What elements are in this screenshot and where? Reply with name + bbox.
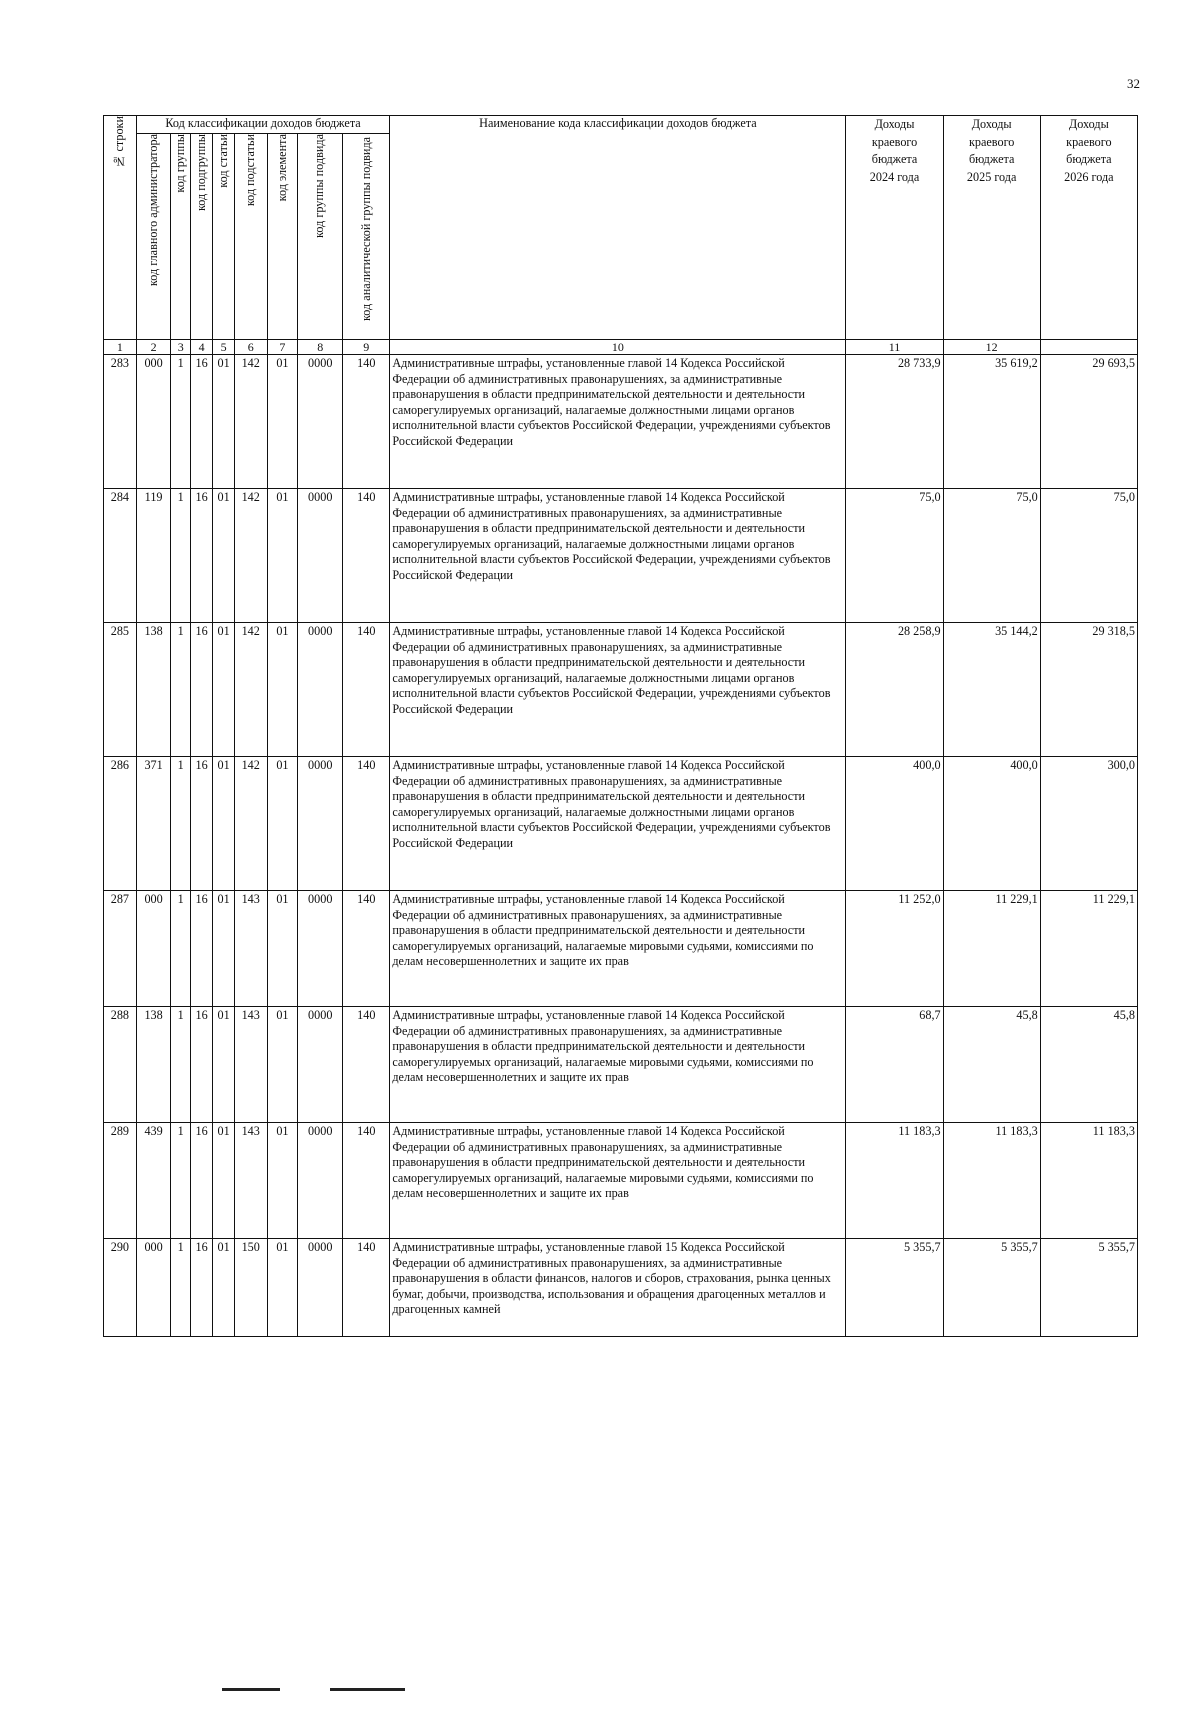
analytic-group-code-cell: 140 [343, 1123, 390, 1239]
column-number: 11 [846, 340, 943, 355]
description-cell: Административные штрафы, установленные главой 14 Кодекса Российской Федерации об административных правонарушениях, за административные правонарушения в области предпринимательской деятельности и деятельности саморегулируемых организаций, налагаемые должностными лицами органов исполнительной власти субъектов Российской Федерации, учреждениями субъектов Российской Федерации [390, 355, 846, 489]
header-name: Наименование кода классификации доходов бюджета [390, 116, 846, 340]
row-number-cell: 286 [104, 757, 137, 891]
column-number: 5 [213, 340, 234, 355]
header-code-group-col: код группы [171, 134, 190, 340]
analytic-group-code-cell: 140 [343, 1239, 390, 1337]
subtype-group-code-cell: 0000 [298, 891, 343, 1007]
subgroup-code-cell: 16 [190, 355, 212, 489]
header-income-2026: Доходы краевого бюджета 2026 года [1040, 116, 1137, 340]
row-number-cell: 287 [104, 891, 137, 1007]
header-code-admin: код главного администратора [136, 134, 171, 340]
element-code-cell: 01 [267, 489, 298, 623]
subtype-group-code-cell: 0000 [298, 489, 343, 623]
element-code-cell: 01 [267, 1123, 298, 1239]
subarticle-code-cell: 142 [234, 489, 267, 623]
column-number: 12 [943, 340, 1040, 355]
income-2026-cell: 5 355,7 [1040, 1239, 1137, 1337]
subgroup-code-cell: 16 [190, 891, 212, 1007]
article-code-cell: 01 [213, 1239, 234, 1337]
analytic-group-code-cell: 140 [343, 757, 390, 891]
column-numbers-row [104, 340, 1138, 355]
subtype-group-code-cell: 0000 [298, 757, 343, 891]
description-cell: Административные штрафы, установленные главой 14 Кодекса Российской Федерации об административных правонарушениях, за административные правонарушения в области предпринимательской деятельности и деятельности саморегулируемых организаций, налагаемые должностными лицами органов исполнительной власти субъектов Российской Федерации, учреждениями субъектов Российской Федерации [390, 623, 846, 757]
element-code-cell: 01 [267, 1239, 298, 1337]
group-code-cell: 1 [171, 1007, 190, 1123]
group-code-cell: 1 [171, 757, 190, 891]
table-row [104, 623, 1138, 757]
description-cell: Административные штрафы, установленные главой 14 Кодекса Российской Федерации об административных правонарушениях, за административные правонарушения в области предпринимательской деятельности и деятельности саморегулируемых организаций, налагаемые должностными лицами органов исполнительной власти субъектов Российской Федерации, учреждениями субъектов Российской Федерации [390, 757, 846, 891]
article-code-cell: 01 [213, 1123, 234, 1239]
admin-code-cell: 000 [136, 891, 171, 1007]
subarticle-code-cell: 142 [234, 757, 267, 891]
element-code-cell: 01 [267, 757, 298, 891]
row-number-cell: 288 [104, 1007, 137, 1123]
income-2026-cell: 75,0 [1040, 489, 1137, 623]
table-row [104, 757, 1138, 891]
subarticle-code-cell: 143 [234, 891, 267, 1007]
column-number: 1 [104, 340, 137, 355]
subarticle-code-cell: 143 [234, 1007, 267, 1123]
row-number-cell: 285 [104, 623, 137, 757]
group-code-cell: 1 [171, 1239, 190, 1337]
header-code-group: Код классификации доходов бюджета [136, 116, 390, 134]
header-code-analytic-group: код аналитической группы подвида [343, 134, 390, 340]
admin-code-cell: 119 [136, 489, 171, 623]
page-number: 32 [1127, 76, 1140, 91]
analytic-group-code-cell: 140 [343, 891, 390, 1007]
table-row [104, 1123, 1138, 1239]
income-2026-cell: 11 229,1 [1040, 891, 1137, 1007]
income-2026-cell: 45,8 [1040, 1007, 1137, 1123]
income-2025-cell: 75,0 [943, 489, 1040, 623]
column-number: 2 [136, 340, 171, 355]
article-code-cell: 01 [213, 891, 234, 1007]
table-row [104, 891, 1138, 1007]
subgroup-code-cell: 16 [190, 757, 212, 891]
subtype-group-code-cell: 0000 [298, 355, 343, 489]
subgroup-code-cell: 16 [190, 1239, 212, 1337]
row-number-cell: 283 [104, 355, 137, 489]
article-code-cell: 01 [213, 489, 234, 623]
row-number-cell: 284 [104, 489, 137, 623]
description-cell: Административные штрафы, установленные главой 14 Кодекса Российской Федерации об административных правонарушениях, за административные правонарушения в области предпринимательской деятельности и деятельности саморегулируемых организаций, налагаемые должностными лицами органов исполнительной власти субъектов Российской Федерации, учреждениями субъектов Российской Федерации [390, 489, 846, 623]
income-2025-cell: 35 619,2 [943, 355, 1040, 489]
income-2025-cell: 5 355,7 [943, 1239, 1040, 1337]
income-2025-cell: 11 183,3 [943, 1123, 1040, 1239]
table-row [104, 355, 1138, 489]
subgroup-code-cell: 16 [190, 1123, 212, 1239]
admin-code-cell: 138 [136, 1007, 171, 1123]
table-row [104, 1007, 1138, 1123]
column-number: 6 [234, 340, 267, 355]
group-code-cell: 1 [171, 355, 190, 489]
income-2024-cell: 11 252,0 [846, 891, 943, 1007]
table-row [104, 1239, 1138, 1337]
header-code-subgroup: код подгруппы [190, 134, 212, 340]
income-2024-cell: 11 183,3 [846, 1123, 943, 1239]
column-number: 9 [343, 340, 390, 355]
admin-code-cell: 138 [136, 623, 171, 757]
subgroup-code-cell: 16 [190, 1007, 212, 1123]
column-number: 8 [298, 340, 343, 355]
row-number-cell: 289 [104, 1123, 137, 1239]
table-row [104, 489, 1138, 623]
subtype-group-code-cell: 0000 [298, 1239, 343, 1337]
header-row-number: № строки [104, 116, 137, 340]
group-code-cell: 1 [171, 891, 190, 1007]
subgroup-code-cell: 16 [190, 623, 212, 757]
description-cell: Административные штрафы, установленные главой 15 Кодекса Российской Федерации об административных правонарушениях, за административные правонарушения в области финансов, налогов и сборов, страхования, рынка ценных бумаг, добычи, производства, использования и обращения драгоценных металлов и драгоценных камней [390, 1239, 846, 1337]
subgroup-code-cell: 16 [190, 489, 212, 623]
column-number: 10 [390, 340, 846, 355]
subtype-group-code-cell: 0000 [298, 623, 343, 757]
description-cell: Административные штрафы, установленные главой 14 Кодекса Российской Федерации об административных правонарушениях, за административные правонарушения в области предпринимательской деятельности и деятельности саморегулируемых организаций, налагаемые мировыми судьями, комиссиями по делам несовершеннолетних и защите их прав [390, 1123, 846, 1239]
admin-code-cell: 371 [136, 757, 171, 891]
income-2026-cell: 11 183,3 [1040, 1123, 1137, 1239]
element-code-cell: 01 [267, 1007, 298, 1123]
subtype-group-code-cell: 0000 [298, 1007, 343, 1123]
admin-code-cell: 000 [136, 355, 171, 489]
column-number [1040, 340, 1137, 355]
income-2024-cell: 5 355,7 [846, 1239, 943, 1337]
budget-income-table [103, 115, 1138, 1337]
header-code-element: код элемента [267, 134, 298, 340]
income-2024-cell: 28 733,9 [846, 355, 943, 489]
column-number: 4 [190, 340, 212, 355]
admin-code-cell: 000 [136, 1239, 171, 1337]
group-code-cell: 1 [171, 623, 190, 757]
element-code-cell: 01 [267, 623, 298, 757]
header-code-subtype-group: код группы подвида [298, 134, 343, 340]
article-code-cell: 01 [213, 757, 234, 891]
income-2024-cell: 75,0 [846, 489, 943, 623]
subarticle-code-cell: 142 [234, 623, 267, 757]
element-code-cell: 01 [267, 355, 298, 489]
analytic-group-code-cell: 140 [343, 489, 390, 623]
column-number: 3 [171, 340, 190, 355]
description-cell: Административные штрафы, установленные главой 14 Кодекса Российской Федерации об административных правонарушениях, за административные правонарушения в области предпринимательской деятельности и деятельности саморегулируемых организаций, налагаемые мировыми судьями, комиссиями по делам несовершеннолетних и защите их прав [390, 1007, 846, 1123]
income-2026-cell: 29 693,5 [1040, 355, 1137, 489]
element-code-cell: 01 [267, 891, 298, 1007]
article-code-cell: 01 [213, 623, 234, 757]
article-code-cell: 01 [213, 355, 234, 489]
subarticle-code-cell: 143 [234, 1123, 267, 1239]
subtype-group-code-cell: 0000 [298, 1123, 343, 1239]
analytic-group-code-cell: 140 [343, 623, 390, 757]
income-2025-cell: 45,8 [943, 1007, 1040, 1123]
income-2026-cell: 300,0 [1040, 757, 1137, 891]
income-2025-cell: 11 229,1 [943, 891, 1040, 1007]
group-code-cell: 1 [171, 489, 190, 623]
income-2024-cell: 400,0 [846, 757, 943, 891]
article-code-cell: 01 [213, 1007, 234, 1123]
scan-marks [0, 1688, 1200, 1692]
row-number-cell: 290 [104, 1239, 137, 1337]
header-income-2024: Доходы краевого бюджета 2024 года [846, 116, 943, 340]
analytic-group-code-cell: 140 [343, 1007, 390, 1123]
income-2025-cell: 400,0 [943, 757, 1040, 891]
income-2026-cell: 29 318,5 [1040, 623, 1137, 757]
column-number: 7 [267, 340, 298, 355]
admin-code-cell: 439 [136, 1123, 171, 1239]
income-2024-cell: 68,7 [846, 1007, 943, 1123]
group-code-cell: 1 [171, 1123, 190, 1239]
subarticle-code-cell: 150 [234, 1239, 267, 1337]
income-2024-cell: 28 258,9 [846, 623, 943, 757]
header-code-subarticle: код подстатьи [234, 134, 267, 340]
income-2025-cell: 35 144,2 [943, 623, 1040, 757]
description-cell: Административные штрафы, установленные главой 14 Кодекса Российской Федерации об административных правонарушениях, за административные правонарушения в области предпринимательской деятельности и деятельности саморегулируемых организаций, налагаемые мировыми судьями, комиссиями по делам несовершеннолетних и защите их прав [390, 891, 846, 1007]
header-code-article: код статьи [213, 134, 234, 340]
header-income-2025: Доходы краевого бюджета 2025 года [943, 116, 1040, 340]
subarticle-code-cell: 142 [234, 355, 267, 489]
analytic-group-code-cell: 140 [343, 355, 390, 489]
